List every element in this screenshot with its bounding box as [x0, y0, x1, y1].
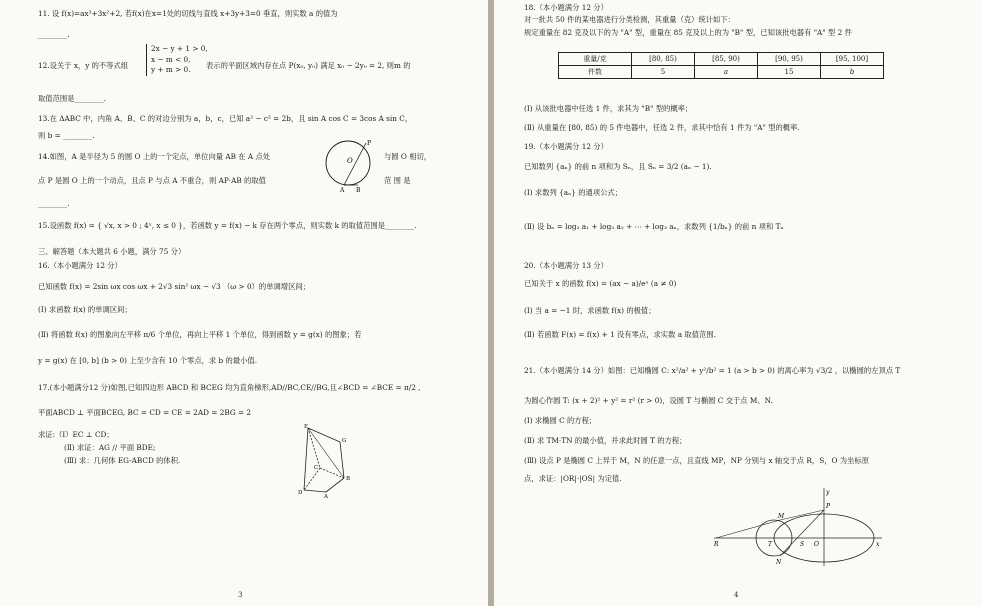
q21-label-m: M — [778, 513, 785, 520]
q21-ellipse-figure — [714, 486, 884, 566]
page-number-left: 3 — [238, 591, 243, 600]
q16-part-2b: y = g(x) 在 [0, b] (b > 0) 上至少含有 10 个零点，求 b 的最小值. — [38, 356, 258, 365]
q17-solid-figure — [290, 422, 362, 498]
q21-part-3b: 点，求证：|OR|·|OS| 为定值. — [524, 474, 622, 483]
page-number-right: 4 — [734, 591, 739, 600]
q20-heading: 20.（本小题满分 13 分） — [524, 261, 608, 270]
question-14: 14.如图，A 是半径为 5 的圆 O 上的一个定点，单位向量 AB 在 A 点处 — [38, 152, 271, 161]
table-cell: b — [821, 66, 884, 79]
q18-part-1: (Ⅰ) 从该批电器中任选 1 件，求其为 "B" 型的概率； — [524, 104, 693, 113]
q12-ask: 取值范围是________. — [38, 94, 106, 103]
q16-heading: 16.（本小题满分 12 分） — [38, 261, 122, 270]
q20-part-2: (Ⅱ) 若函数 F(x) = f(x) + 1 没有零点，求实数 a 取值范围. — [524, 330, 716, 339]
table-header-cell: [90, 95) — [758, 53, 821, 66]
q21-line-mp — [780, 510, 824, 520]
q21-line2: 为圆心作圆 T: (x + 2)² + y² = r² (r > 0)，设圆 T 与椭圆 C 交于点 M、N. — [524, 396, 773, 405]
q12-condition: 表示的平面区域内存在点 P(x₀, y₀) 满足 x₀ − 2y₀ = 2, 则m 的 — [206, 61, 411, 70]
q14-ask: ________. — [38, 199, 70, 208]
q19-part-1: (Ⅰ) 求数列 {aₙ} 的通项公式； — [524, 188, 622, 197]
table-row — [559, 66, 884, 79]
q21-label-o: O — [814, 541, 819, 548]
q21-label-r: R — [714, 541, 719, 548]
question-12 — [38, 61, 128, 70]
question-17: 17.(本小题满分12 分)如图,已知四边形 ABCD 和 BCEG 均为直角梯形,AD//BC,CE//BG,且∠BCD = ∠BCE = π/2 , — [38, 383, 421, 392]
question-18: 对一批共 50 件的某电器进行分类检测，其重量（克）统计如下： — [524, 15, 735, 24]
q18-heading: 18.（本小题满分 12 分） — [524, 3, 608, 12]
q18-part-2: (Ⅱ) 从重量在 [80, 85) 的 5 件电器中，任选 2 件，求其中恰有 1 件为 "A" 型的概率. — [524, 123, 800, 132]
table-header-cell: 重量/克 — [559, 53, 632, 66]
q17-edge-ed — [304, 428, 308, 490]
question-21: 21.（本小题满分 14 分）如图：已知椭圆 C: x²/a² + y²/b² = 1 (a > b > 0) 的离心率为 √3/2 ，以椭圆的左顶点 T — [524, 366, 901, 375]
q17-edge-cd — [304, 468, 320, 490]
q12-inequality-system: 2x − y + 1 > 0, x − m < 0, y + m > 0. — [146, 44, 208, 76]
q11-text: 11. 设 f(x)=ax³+3x²+2, 若f(x)在x=1处的切线与直线 x+3y+3=0 垂直，则实数 a 的值为 — [38, 9, 338, 18]
q19-heading: 19.（本小题满分 12 分） — [524, 142, 608, 151]
q21-label-n: N — [776, 559, 782, 566]
table-header-cell: [95, 100] — [821, 53, 884, 66]
table-header-row — [559, 53, 884, 66]
q21-line-np — [780, 510, 824, 556]
q21-part-1: (Ⅰ) 求椭圆 C 的方程； — [524, 416, 597, 425]
table-header-cell: [85, 90) — [695, 53, 758, 66]
q17-ask-1: 求证:（Ⅰ）EC ⊥ CD； — [38, 430, 114, 439]
q21-label-y: y — [826, 489, 830, 496]
q21-part-3: (Ⅲ) 设点 P 是椭圆 C 上异于 M，N 的任意一点，且直线 MP，NP 分别与 x 轴交于点 R，S，O 为坐标原 — [524, 456, 869, 465]
q14-label-p: P — [367, 140, 372, 147]
q21-label-s: S — [800, 541, 805, 548]
q13-ask: 则 b = ________. — [38, 131, 95, 140]
q16-part-2: (Ⅱ) 将函数 f(x) 的图象向左平移 π/6 个单位，再向上平移 1 个单位，得到函数 y = g(x) 的图象；若 — [38, 330, 362, 339]
table-cell: 件数 — [559, 66, 632, 79]
q17-label-b: B — [346, 476, 351, 482]
q17-ask-2: (Ⅱ) 求证：AG // 平面 BDE; — [64, 443, 156, 452]
table-header-cell: [80, 85) — [632, 53, 695, 66]
q18-line2: 规定重量在 82 克及以下的为 "A" 型，重量在 85 克及以上的为 "B" 型，已知该批电器有 "A" 型 2 件 — [524, 28, 852, 37]
q14-label-b: B — [356, 187, 361, 193]
table-cell: 5 — [632, 66, 695, 79]
question-16: 已知函数 f(x) = 2sin ωx cos ωx + 2√3 sin² ωx − √3 （ω > 0）的单调增区间； — [38, 282, 310, 291]
q14-line2-tail: 范 围 是 — [384, 176, 411, 185]
q17-label-c: C — [314, 465, 319, 471]
q17-edge-da — [304, 490, 326, 492]
q11-answer-blank: ________. — [38, 30, 70, 39]
q20-part-1: (Ⅰ) 当 a = −1 时，求函数 f(x) 的极值； — [524, 306, 656, 315]
q17-edge-ec — [308, 428, 320, 468]
question-15: 15.设函数 f(x) = { √x, x > 0 ; 4ˣ, x ≤ 0 }，若函数 y = f(x) − k 存在两个零点，则实数 k 的取值范围是________. — [38, 221, 417, 230]
q21-label-t: T — [768, 541, 773, 548]
q21-line-rm — [716, 520, 780, 538]
q17-label-g: G — [342, 438, 347, 444]
q14-line2: 点 P 是圆 O 上的一个动点，且点 P 与点 A 不重合，则 AP·AB 的取值 — [38, 176, 266, 185]
q17-label-a: A — [324, 494, 328, 498]
q17-edge-ab — [326, 478, 344, 492]
question-13: 13.在 ΔABC 中，内角 A、B、C 的对边分别为 a，b，c，已知 a² − c² = 2b，且 sin A cos C = 3cos A sin C， — [38, 114, 413, 123]
q12-lead: 12.设关于 x，y 的不等式组 — [38, 61, 129, 70]
q17-line2: 平面ABCD ⊥ 平面BCEG, BC = CD = CE = 2AD = 2BG = 2 — [38, 408, 252, 417]
table-cell: 15 — [758, 66, 821, 79]
q16-part-1: (Ⅰ) 求函数 f(x) 的单调区间； — [38, 305, 132, 314]
exam-page-right — [494, 0, 982, 606]
q14-label-o: O — [347, 157, 353, 165]
q21-label-x: x — [876, 541, 880, 548]
q19-part-2: (Ⅱ) 设 bₙ = log₃ a₁ + log₃ a₂ + ⋯ + log₃ aₙ，求数列 {1/bₙ} 的前 n 项和 Tₙ — [524, 222, 784, 231]
q17-edge-gb — [340, 442, 344, 478]
q14-circle-figure — [322, 137, 374, 193]
question-19: 已知数列 {aₙ} 的前 n 项和为 Sₙ，且 Sₙ = 3/2 (aₙ − 1). — [524, 162, 712, 171]
q14-label-a: A — [340, 187, 345, 193]
q17-ask-3: (Ⅲ) 求：几何体 EG-ABCD 的体积. — [64, 456, 181, 465]
exam-page-left — [0, 0, 488, 606]
section-heading: 三、解答题（本大题共 6 小题，满分 75 分） — [38, 247, 186, 256]
q21-part-2: (Ⅱ) 求 TM·TN 的最小值，并求此时圆 T 的方程； — [524, 436, 687, 445]
q17-label-d: D — [298, 490, 303, 496]
q17-label-e: E — [304, 424, 309, 430]
q21-label-p: P — [826, 503, 831, 510]
table-cell: a — [695, 66, 758, 79]
q14-line1-tail: 与圆 O 相切， — [384, 152, 432, 161]
q18-weight-table — [558, 52, 884, 79]
question-20: 已知关于 x 的函数 f(x) = (ax − a)/eˣ (a ≠ 0) — [524, 279, 677, 288]
question-11 — [38, 9, 338, 18]
